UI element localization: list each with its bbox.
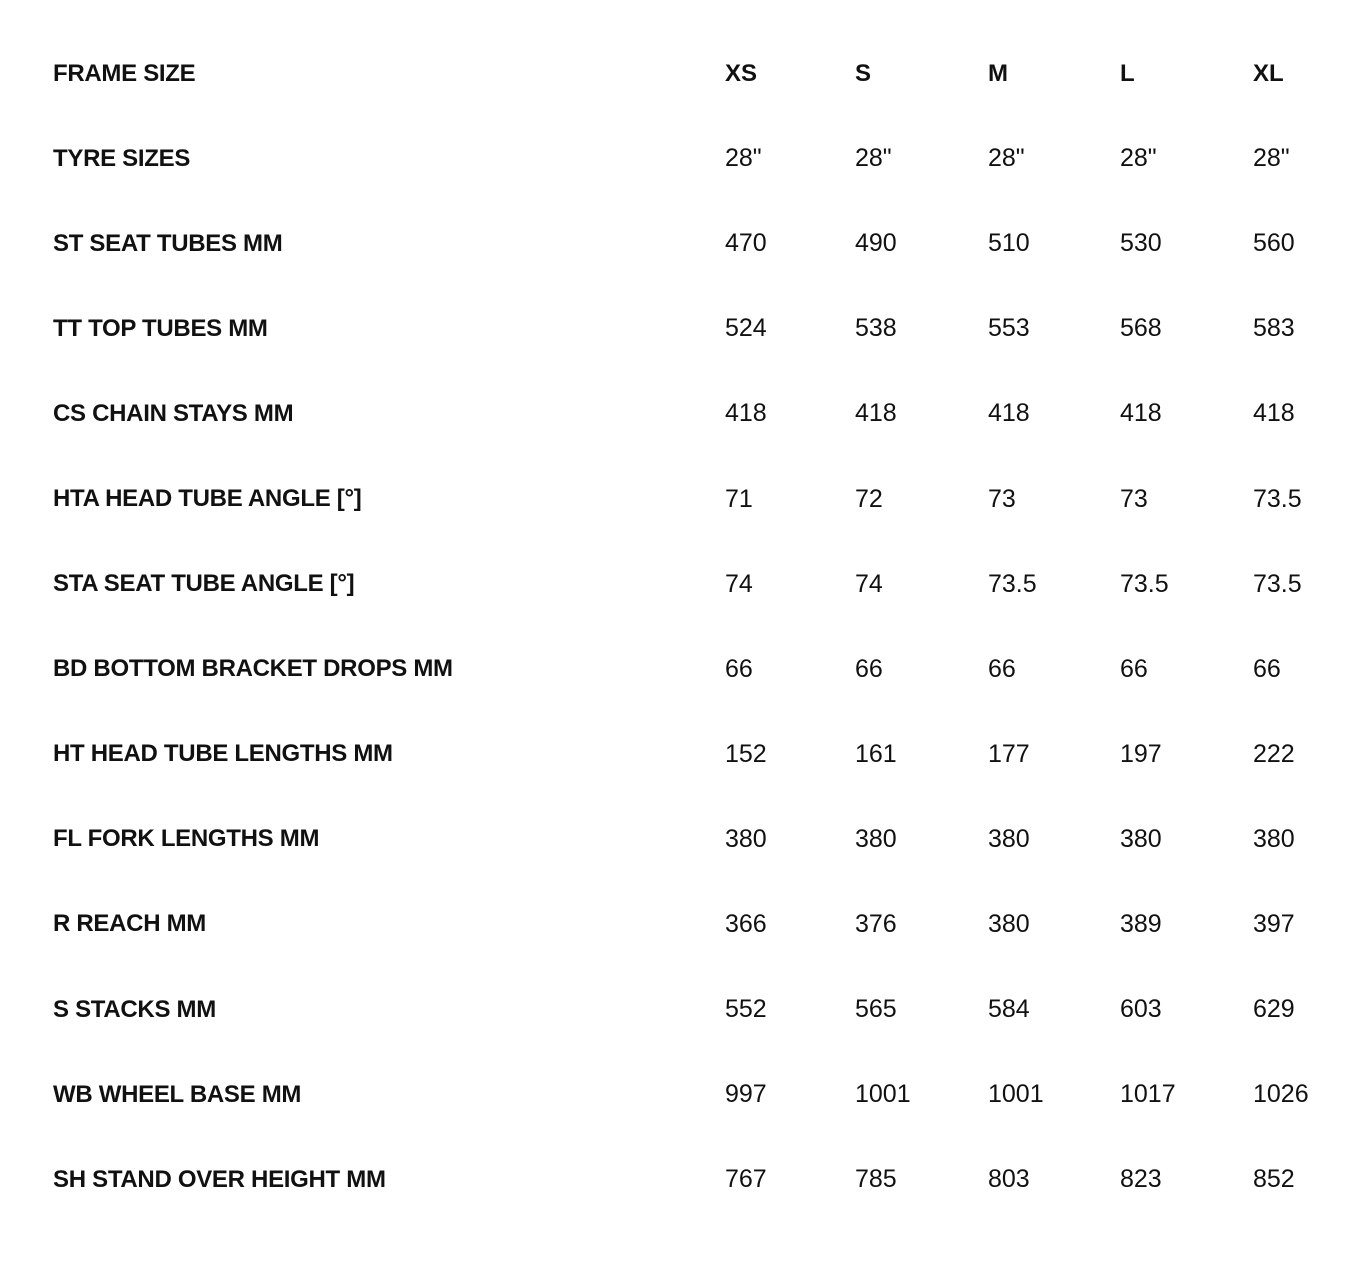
table-cell: 568 xyxy=(1120,314,1162,343)
table-cell: 490 xyxy=(855,229,897,258)
table-cell: 380 xyxy=(988,824,1030,853)
table-cell: 376 xyxy=(855,909,897,938)
table-cell: 418 xyxy=(855,399,897,428)
table-cell: 161 xyxy=(855,739,897,768)
table-cell: 583 xyxy=(1253,314,1295,343)
table-cell: 538 xyxy=(855,314,897,343)
row-label: BD BOTTOM BRACKET DROPS MM xyxy=(53,655,453,683)
row-label: STA SEAT TUBE ANGLE [°] xyxy=(53,570,355,598)
table-cell: 785 xyxy=(855,1165,897,1194)
table-cell: 767 xyxy=(725,1165,767,1194)
row-label: ST SEAT TUBES MM xyxy=(53,229,283,257)
table-row xyxy=(0,201,1356,286)
table-cell: 584 xyxy=(988,995,1030,1024)
table-cell: 553 xyxy=(988,314,1030,343)
table-cell: 1001 xyxy=(988,1080,1044,1109)
table-row xyxy=(0,1052,1356,1137)
table-cell: 803 xyxy=(988,1165,1030,1194)
size-header-xl: XL xyxy=(1253,59,1284,87)
table-cell: 552 xyxy=(725,995,767,1024)
table-cell: 418 xyxy=(1253,399,1295,428)
table-cell: 418 xyxy=(988,399,1030,428)
table-cell: 470 xyxy=(725,229,767,258)
table-cell: 66 xyxy=(725,654,753,683)
row-label: TYRE SIZES xyxy=(53,144,191,172)
table-row xyxy=(0,456,1356,541)
table-row xyxy=(0,712,1356,797)
row-label: WB WHEEL BASE MM xyxy=(53,1080,302,1108)
table-row xyxy=(0,627,1356,712)
table-cell: 380 xyxy=(988,909,1030,938)
table-cell: 366 xyxy=(725,909,767,938)
table-cell: 222 xyxy=(1253,739,1295,768)
table-header-row xyxy=(0,31,1356,116)
table-row xyxy=(0,882,1356,967)
table-cell: 197 xyxy=(1120,739,1162,768)
table-cell: 73 xyxy=(1120,484,1148,513)
table-cell: 66 xyxy=(988,654,1016,683)
header-label: FRAME SIZE xyxy=(53,59,196,87)
table-cell: 823 xyxy=(1120,1165,1162,1194)
table-cell: 71 xyxy=(725,484,753,513)
table-cell: 66 xyxy=(855,654,883,683)
table-cell: 389 xyxy=(1120,909,1162,938)
table-cell: 380 xyxy=(725,824,767,853)
table-cell: 510 xyxy=(988,229,1030,258)
table-cell: 1001 xyxy=(855,1080,911,1109)
row-label: SH STAND OVER HEIGHT MM xyxy=(53,1165,386,1193)
table-cell: 28" xyxy=(1253,144,1290,173)
table-cell: 28" xyxy=(1120,144,1157,173)
row-label: S STACKS MM xyxy=(53,995,216,1023)
row-label: FL FORK LENGTHS MM xyxy=(53,825,320,853)
table-cell: 418 xyxy=(725,399,767,428)
table-row xyxy=(0,967,1356,1052)
row-label: HT HEAD TUBE LENGTHS MM xyxy=(53,740,393,768)
row-label: TT TOP TUBES MM xyxy=(53,314,268,342)
table-cell: 72 xyxy=(855,484,883,513)
table-cell: 530 xyxy=(1120,229,1162,258)
table-cell: 997 xyxy=(725,1080,767,1109)
table-row xyxy=(0,371,1356,456)
table-cell: 1026 xyxy=(1253,1080,1309,1109)
table-cell: 73.5 xyxy=(1253,569,1302,598)
table-cell: 177 xyxy=(988,739,1030,768)
table-cell: 73.5 xyxy=(1253,484,1302,513)
row-label: HTA HEAD TUBE ANGLE [°] xyxy=(53,485,362,513)
table-cell: 380 xyxy=(1253,824,1295,853)
table-cell: 380 xyxy=(855,824,897,853)
table-row xyxy=(0,286,1356,371)
table-cell: 74 xyxy=(725,569,753,598)
table-cell: 152 xyxy=(725,739,767,768)
size-header-xs: XS xyxy=(725,59,758,87)
table-cell: 565 xyxy=(855,995,897,1024)
table-cell: 852 xyxy=(1253,1165,1295,1194)
table-cell: 73.5 xyxy=(988,569,1037,598)
table-cell: 397 xyxy=(1253,909,1295,938)
table-row xyxy=(0,1137,1356,1222)
table-row xyxy=(0,116,1356,201)
table-cell: 629 xyxy=(1253,995,1295,1024)
table-row xyxy=(0,542,1356,627)
size-header-m: M xyxy=(988,59,1008,87)
size-header-s: S xyxy=(855,59,872,87)
geometry-table xyxy=(0,31,1356,1222)
table-cell: 74 xyxy=(855,569,883,598)
table-cell: 28" xyxy=(988,144,1025,173)
table-cell: 560 xyxy=(1253,229,1295,258)
table-cell: 28" xyxy=(855,144,892,173)
table-row xyxy=(0,797,1356,882)
table-cell: 66 xyxy=(1120,654,1148,683)
row-label: R REACH MM xyxy=(53,910,206,938)
table-cell: 66 xyxy=(1253,654,1281,683)
table-cell: 524 xyxy=(725,314,767,343)
size-header-l: L xyxy=(1120,59,1135,87)
table-cell: 603 xyxy=(1120,995,1162,1024)
table-cell: 1017 xyxy=(1120,1080,1176,1109)
table-cell: 28" xyxy=(725,144,762,173)
table-cell: 418 xyxy=(1120,399,1162,428)
table-cell: 73 xyxy=(988,484,1016,513)
table-cell: 380 xyxy=(1120,824,1162,853)
table-cell: 73.5 xyxy=(1120,569,1169,598)
row-label: CS CHAIN STAYS MM xyxy=(53,399,294,427)
